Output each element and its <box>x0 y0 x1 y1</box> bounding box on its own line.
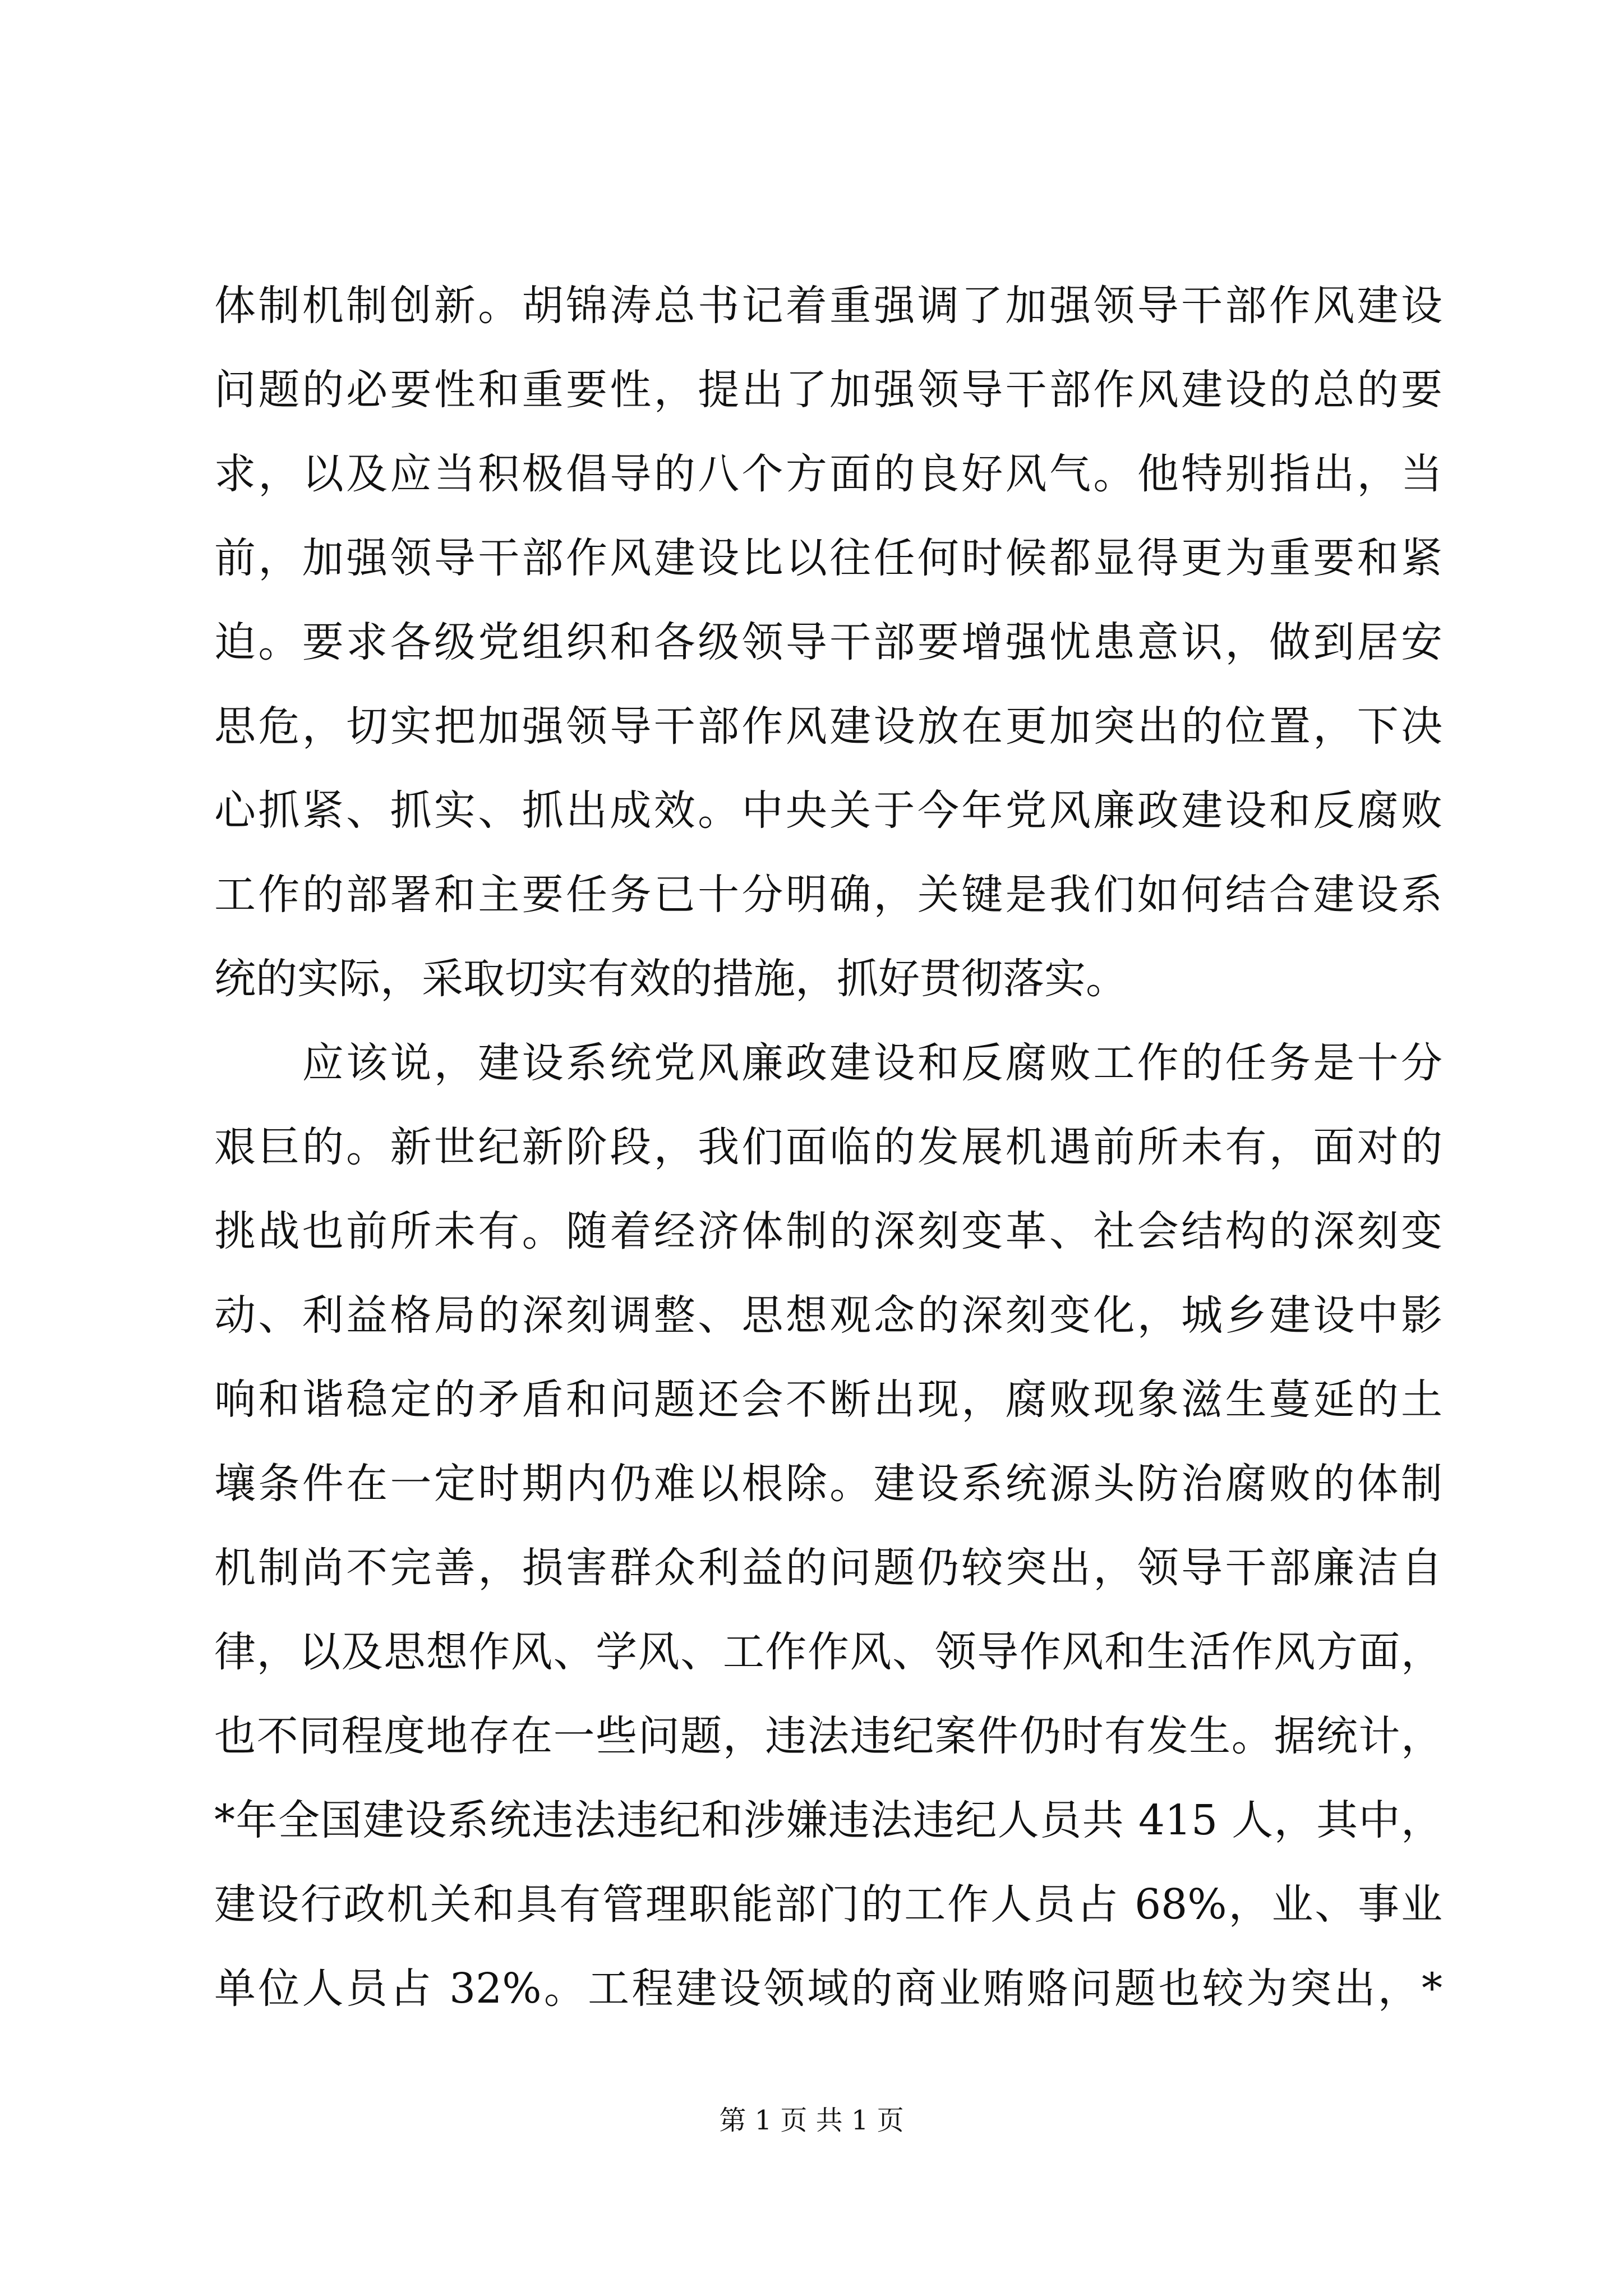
text-line: 问题的必要性和重要性，提出了加强领导干部作风建设的总的要 <box>214 366 1442 414</box>
text-line: 工作的部署和主要任务已十分明确，关键是我们如何结合建设系 <box>214 871 1442 919</box>
text-line: 响和谐稳定的矛盾和问题还会不断出现，腐败现象滋生蔓延的土 <box>214 1375 1442 1424</box>
text-line: 心抓紧、抓实、抓出成效。中央关于今年党风廉政建设和反腐败 <box>214 786 1442 835</box>
paragraph-1 <box>214 264 1442 1021</box>
text-line: 艰巨的。新世纪新阶段，我们面临的发展机遇前所未有，面对的 <box>214 1123 1442 1171</box>
text-line: 迫。要求各级党组织和各级领导干部要增强忧患意识，做到居安 <box>214 618 1442 666</box>
text-line: 也不同程度地存在一些问题，违法违纪案件仍时有发生。据统计， <box>214 1712 1442 1760</box>
text-line: 壤条件在一定时期内仍难以根除。建设系统源头防治腐败的体制 <box>214 1460 1442 1508</box>
text-line: 体制机制创新。胡锦涛总书记着重强调了加强领导干部作风建设 <box>214 282 1442 330</box>
text-line: 思危，切实把加强领导干部作风建设放在更加突出的位置，下决 <box>214 702 1442 751</box>
text-line: 求，以及应当积极倡导的八个方面的良好风气。他特别指出，当 <box>214 450 1442 498</box>
paragraph-2 <box>214 1021 1442 2031</box>
page-footer <box>0 2101 1623 2140</box>
text-line: *年全国建设系统违法违纪和涉嫌违法违纪人员共 415 人，其中， <box>214 1796 1442 1844</box>
text-line: 机制尚不完善，损害群众利益的问题仍较突出，领导干部廉洁自 <box>214 1544 1442 1592</box>
text-line: 应该说，建设系统党风廉政建设和反腐败工作的任务是十分 <box>214 1039 1442 1087</box>
text-line: 前，加强领导干部作风建设比以往任何时候都显得更为重要和紧 <box>214 534 1442 582</box>
text-line: 挑战也前所未有。随着经济体制的深刻变革、社会结构的深刻变 <box>214 1207 1442 1255</box>
text-line: 律，以及思想作风、学风、工作作风、领导作风和生活作风方面， <box>214 1628 1442 1676</box>
text-line: 动、利益格局的深刻调整、思想观念的深刻变化，城乡建设中影 <box>214 1291 1442 1340</box>
document-body <box>214 264 1442 2031</box>
text-line: 统的实际，采取切实有效的措施，抓好贯彻落实。 <box>214 955 1127 1003</box>
text-line: 单位人员占 32%。工程建设领域的商业贿赂问题也较为突出，* <box>214 1964 1442 2013</box>
page-number-label: 第 1 页 共 1 页 <box>719 2105 904 2136</box>
text-line: 建设行政机关和具有管理职能部门的工作人员占 68%，业、事业 <box>214 1880 1442 1929</box>
